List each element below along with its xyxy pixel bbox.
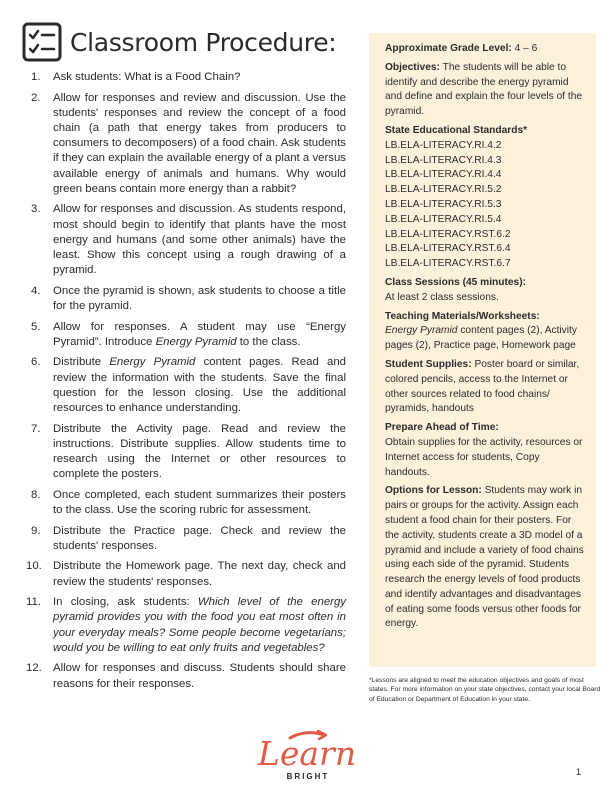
teaching-materials-italic: Energy Pyramid [385, 325, 458, 337]
standard-item: LB.ELA-LITERACY.RST.6.7 [385, 258, 511, 270]
grade-level-value: 4 – 6 [514, 43, 538, 54]
standard-item: LB.ELA-LITERACY.RI.4.4 [385, 169, 502, 181]
step-text [53, 559, 346, 589]
standards-list [385, 139, 586, 272]
step-number: 8. [31, 488, 41, 501]
prepare-ahead-text: Obtain supplies for the activity, resources or Internet access for students, Copy handouts. [385, 436, 583, 478]
procedure-step [26, 202, 346, 278]
checklist-icon [22, 22, 62, 62]
procedure-step [26, 70, 346, 85]
standard-item: LB.ELA-LITERACY.RI.5.2 [385, 184, 502, 196]
step-text-italic: Which level of the energy pyramid provides you with the food you eat most often in your everyday meals? Some people become vegetarians; would you be willing to eat only fruits and vegetables? [53, 596, 346, 654]
lesson-options [385, 484, 586, 632]
learn-bright-logo [238, 727, 376, 787]
standard-item: LB.ELA-LITERACY.RST.6.4 [385, 243, 511, 255]
objectives-text: The students will be able to identify and describe the energy pyramid and define and explain the four levels of the pyramid. [385, 61, 583, 118]
lesson-options-text: Students may work in pairs or groups for the activity. Assign each student a food chain for their posters. For the activity, students create a 3D model of a pyramid and include a variety of food chains using each side of the pyramid. Students research the energy levels of food products and identify advantages and disadvantages of eating some foods versus other foods for energy. [385, 485, 584, 630]
step-number: 9. [31, 524, 41, 537]
class-sessions-text: At least 2 class sessions. [385, 291, 499, 303]
procedure-step [26, 559, 346, 589]
step-number: 11. [26, 596, 41, 609]
step-text-part: Distribute the Activity page. Read and review the instructions. Distribute supplies. Allow students time to research using the Internet or other resources to complete the posters. [53, 422, 346, 481]
procedure-step [26, 661, 346, 691]
class-sessions [385, 276, 586, 306]
procedure-step [26, 422, 346, 483]
step-text-part: content pages. Read and review the information with the students. Save the final question for the lesson closing. Use the additional resources to enhance understanding. [53, 356, 346, 415]
grade-level [385, 42, 586, 57]
standards [385, 124, 586, 272]
standards-footnote: *Lessons are aligned to meet the education objectives and goals of most states. For more information on your state objectives, contact your local Board of Education or Department of Education in your state. [369, 677, 601, 703]
lesson-info-sidebar [369, 33, 596, 667]
step-text-part: Once the pyramid is shown, ask students to choose a title for the pyramid. [53, 284, 346, 313]
procedure-step [26, 595, 346, 656]
page-number: 1 [576, 767, 582, 777]
step-text [53, 284, 346, 314]
step-text-part: Allow for responses and discussion. As students respond, most should begin to identify that plants have the most energy and humans (and some other animals) have the least. Show this concept using a rough drawing of a pyramid. [53, 203, 346, 277]
teaching-materials [385, 310, 586, 354]
lesson-options-label: Options for Lesson: [385, 485, 482, 497]
step-text [53, 524, 346, 554]
standard-item: LB.ELA-LITERACY.RI.4.2 [385, 139, 502, 151]
step-text-part: Ask students: What is a Food Chain? [53, 71, 241, 83]
procedure-step [26, 91, 346, 197]
step-text-part: Once completed, each student summarizes their posters to the class. Use the scoring rubric for assessment. [53, 488, 346, 517]
procedure-steps [26, 70, 346, 697]
procedure-step [26, 488, 346, 518]
objectives [385, 61, 586, 120]
step-text-italic: Energy Pyramid [155, 335, 237, 348]
class-sessions-title: Class Sessions (45 minutes): [385, 276, 526, 288]
step-number: 7. [31, 422, 41, 435]
step-text-part: Allow for responses. A student may use “Energy Pyramid”. Introduce [53, 320, 346, 348]
step-text [53, 595, 346, 656]
standard-item: LB.ELA-LITERACY.RI.5.3 [385, 198, 502, 210]
step-number: 12. [26, 662, 42, 675]
step-text-part: In closing, ask students: [53, 596, 198, 609]
page-header [22, 22, 352, 62]
standard-item: LB.ELA-LITERACY.RI.5.4 [385, 213, 502, 225]
step-text-part: Allow for responses and review and discussion. Use the students' responses and review the concept of a food chain (a path that energy takes from producers to consumers to decomposers) of a food chain. Ask students if they can explain the available energy of a plant a versus available energy of animals and humans. Why would green beans contain more energy than a rabbit? [53, 91, 346, 195]
grade-level-label: Approximate Grade Level: [385, 43, 512, 54]
step-number: 3. [31, 203, 41, 216]
step-number: 1. [31, 71, 41, 83]
step-text [53, 70, 346, 85]
teaching-materials-text: content pages (2), Activity pages (2), Practice page, Homework page [385, 325, 577, 352]
procedure-step [26, 284, 346, 314]
step-text-part: to the class. [236, 335, 301, 348]
step-text-part: Distribute [53, 356, 110, 369]
procedure-step [26, 355, 346, 416]
step-text [53, 422, 346, 483]
prepare-ahead-title: Prepare Ahead of Time: [385, 422, 499, 434]
standard-item: LB.ELA-LITERACY.RI.4.3 [385, 154, 502, 166]
objectives-label: Objectives: [385, 61, 440, 73]
step-number: 2. [31, 91, 41, 104]
logo-sub: BRIGHT [286, 772, 330, 781]
page-title: Classroom Procedure: [70, 27, 337, 57]
teaching-materials-title: Teaching Materials/Worksheets: [385, 310, 540, 322]
standards-title: State Educational Standards* [385, 124, 528, 136]
procedure-step [26, 524, 346, 554]
step-text [53, 355, 346, 416]
step-text-part: Allow for responses and discuss. Students should share reasons for their responses. [53, 662, 346, 690]
procedure-step [26, 320, 346, 350]
student-supplies [385, 358, 586, 417]
step-number: 10. [26, 560, 42, 573]
step-text [53, 661, 346, 691]
standard-item: LB.ELA-LITERACY.RST.6.2 [385, 228, 511, 240]
step-text [53, 91, 346, 197]
step-text [53, 488, 346, 518]
student-supplies-text: Poster board or similar, colored pencils, access to the Internet or other sources related to food chains/ pyramids, handouts [385, 358, 580, 415]
logo-word: Learn [257, 734, 357, 773]
step-text-part: Distribute the Practice page. Check and review the students' responses. [53, 524, 346, 552]
student-supplies-label: Student Supplies: [385, 358, 472, 370]
prepare-ahead [385, 421, 586, 480]
step-number: 6. [31, 356, 41, 369]
step-text [53, 202, 346, 278]
step-text-italic: Energy Pyramid [109, 356, 196, 369]
step-number: 4. [31, 284, 41, 297]
step-text-part: Distribute the Homework page. The next day, check and review the students' responses. [53, 560, 346, 588]
step-text [53, 320, 346, 350]
step-number: 5. [31, 320, 41, 333]
